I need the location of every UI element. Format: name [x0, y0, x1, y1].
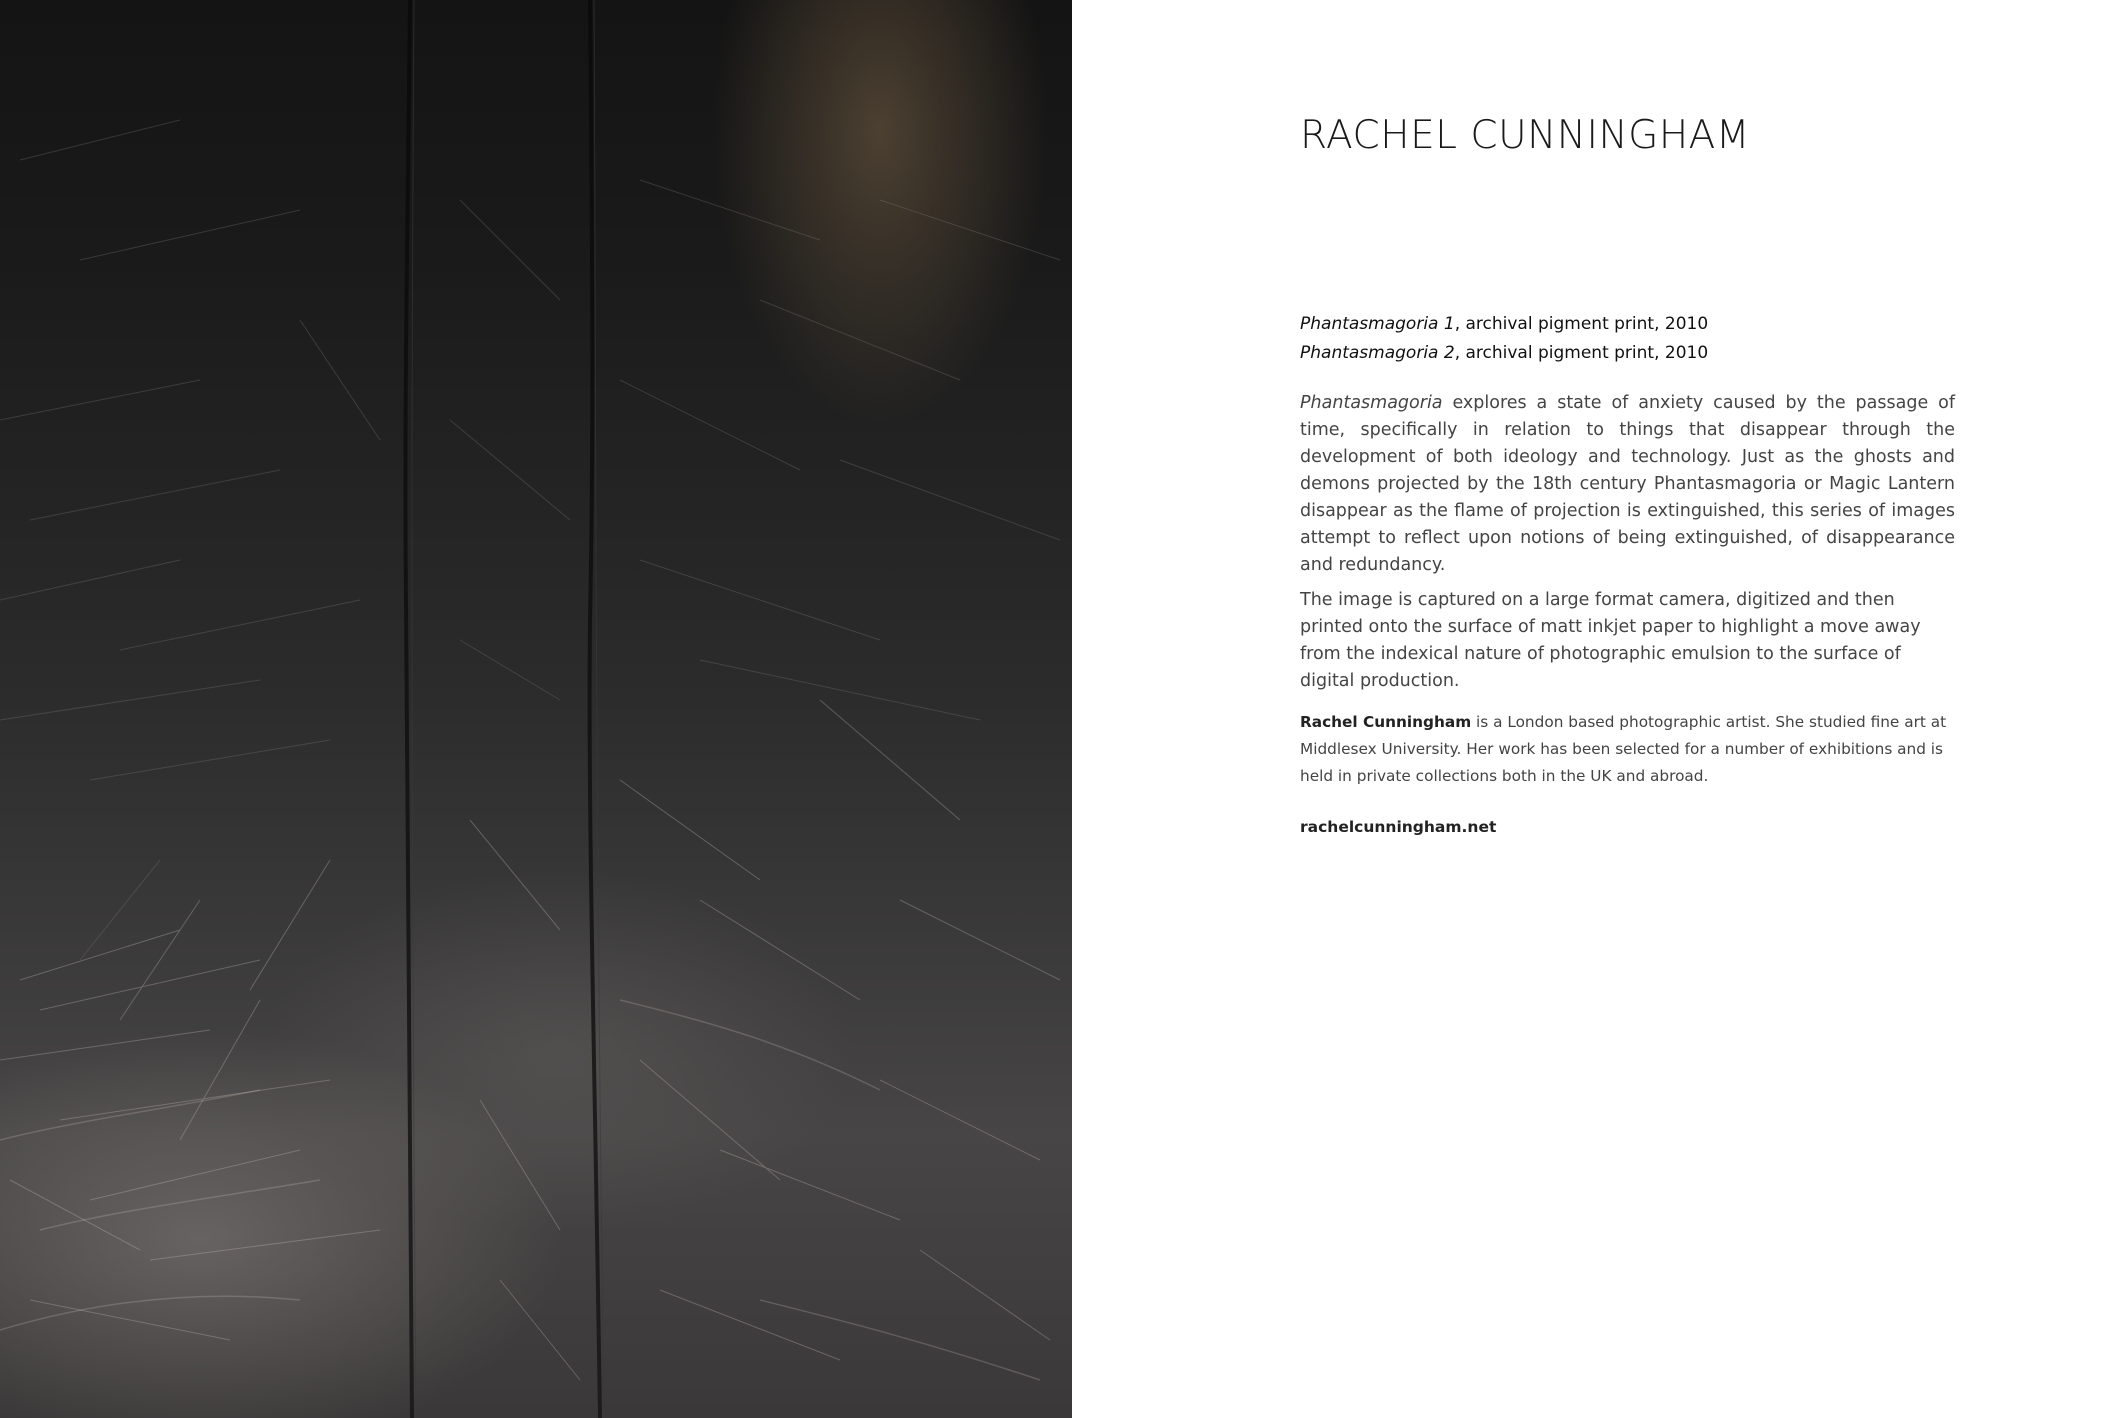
text-page	[1072, 0, 2126, 1418]
description-project-title: Phantasmagoria	[1300, 393, 1443, 413]
works-list	[1300, 310, 1955, 368]
bio-text: is a London based photographic artist. She studied fine art at Middlesex University. Her work has been selected for a number of exhibitions and is held in private collections both in the UK and abroad.	[1300, 713, 1947, 785]
artist-bio	[1300, 709, 1955, 790]
work-details: , archival pigment print, 2010	[1454, 343, 1709, 363]
project-description	[1300, 390, 1955, 695]
work-title: Phantasmagoria 1	[1300, 314, 1455, 334]
description-paragraph: The image is captured on a large format camera, digitized and then printed onto the surface of matt inkjet paper to highlight a move away from the indexical nature of photographic emulsion to the surface of digital production.	[1300, 590, 1921, 691]
description-paragraph	[1300, 390, 1955, 579]
work-caption	[1300, 339, 1955, 368]
artist-name-heading: RACHEL CUNNINGHAM	[1300, 113, 1751, 158]
work-title: Phantasmagoria 2	[1300, 343, 1455, 363]
panel-seam	[405, 0, 412, 1418]
work-caption	[1300, 310, 1955, 339]
work-details: , archival pigment print, 2010	[1454, 314, 1709, 334]
artist-website-link[interactable]: rachelcunningham.net	[1300, 818, 1497, 836]
bio-artist-name: Rachel Cunningham	[1300, 713, 1472, 731]
description-text: explores a state of anxiety caused by the passage of time, specifically in relation to things that disappear through the development of both ideology and technology. Just as the ghosts and demons projected by the 18th century Phantasmagoria or Magic Lantern disappear as the flame of projection is extinguished, this series of images attempt to reflect upon notions of being extinguished, of disappearance and redundancy.	[1300, 393, 1955, 575]
text-column	[1300, 112, 1955, 839]
